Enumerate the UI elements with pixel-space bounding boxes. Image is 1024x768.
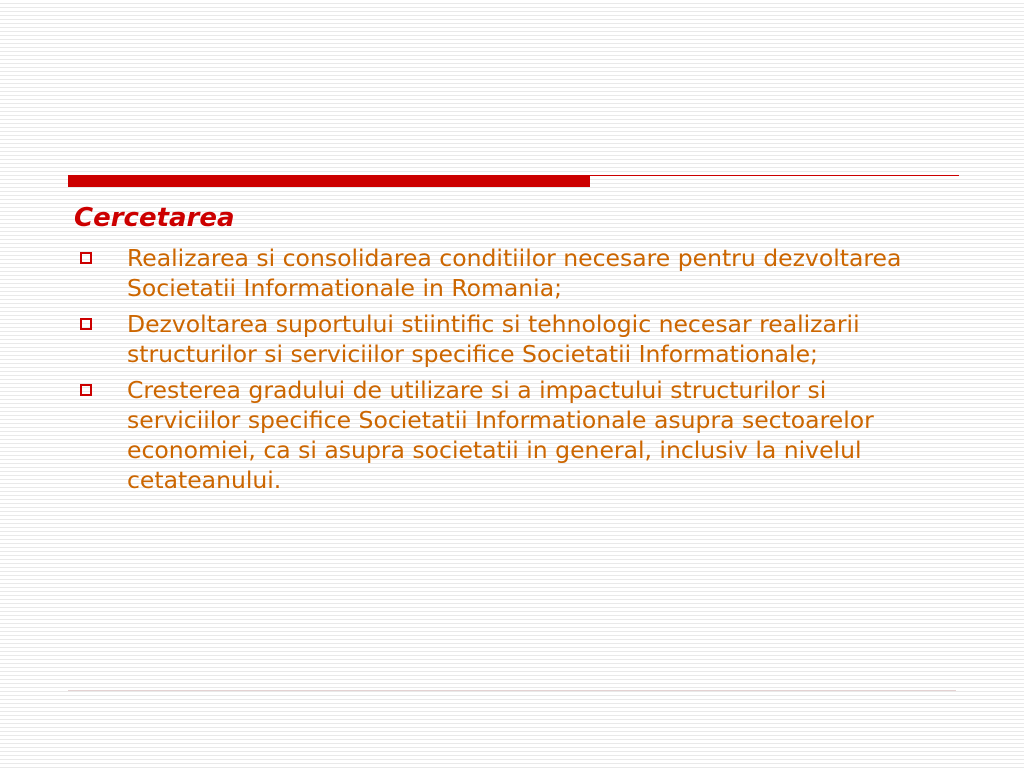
slide-heading: Cercetarea (74, 203, 235, 233)
bullet-item (74, 243, 944, 303)
bullet-item (74, 309, 944, 369)
square-bullet-icon (80, 252, 92, 264)
bullet-item (74, 375, 944, 495)
title-accent-bar (68, 175, 590, 187)
bullet-text: Dezvoltarea suportului stiintific si tehnologic necesar realizarii structurilor si serviciilor specifice Societatii Informationale; (127, 310, 860, 368)
bullet-list (74, 243, 944, 495)
bullet-text: Cresterea gradului de utilizare si a impactului structurilor si serviciilor specifice Societatii Informationale asupra sectoarelor economiei, ca si asupra societatii in general, inclusiv la nivelul cetateanului. (127, 376, 874, 494)
square-bullet-icon (80, 384, 92, 396)
bullet-text: Realizarea si consolidarea conditiilor necesare pentru dezvoltarea Societatii Informationale in Romania; (127, 244, 902, 302)
square-bullet-icon (80, 318, 92, 330)
slide-content (74, 200, 944, 495)
footer-divider-line (68, 690, 956, 691)
